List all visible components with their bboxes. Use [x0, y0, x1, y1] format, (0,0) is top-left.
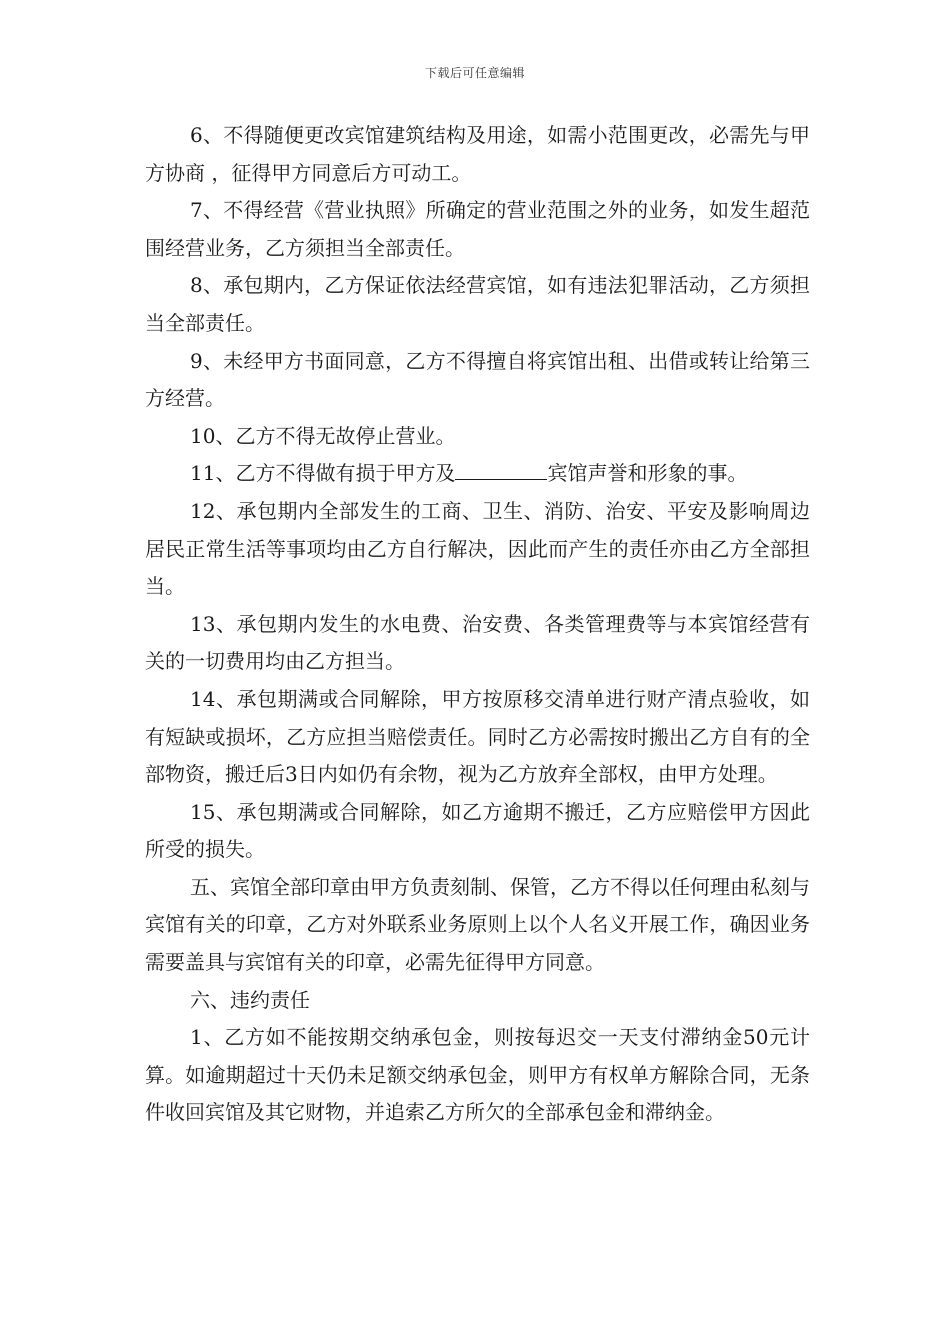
- clause-7: 7、不得经营《营业执照》所确定的营业范围之外的业务，如发生超范围经营业务，乙方须担当全部责任。: [145, 198, 810, 260]
- section-6-heading: 六、违约责任: [190, 987, 310, 1012]
- clause-10: 10、乙方不得无故停止营业。: [190, 423, 456, 448]
- clause-11-before: 11、乙方不得做有损于甲方及: [190, 461, 456, 486]
- clause-14: 14、承包期满或合同解除，甲方按原移交清单进行财产清点验收，如有短缺或损坏，乙方应担当赔偿责任。同时乙方必需按时搬出乙方自有的全部物资，搬迁后3日内如仍有余物，视为乙方放弃全部权，由甲方处理。: [145, 686, 810, 787]
- clause-12: 12、承包期内全部发生的工商、卫生、消防、治安、平安及影响周边居民正常生活等事项均由乙方自行解决，因此而产生的责任亦由乙方全部担当。: [145, 498, 810, 599]
- page-header-note: 下载后可任意编辑: [424, 66, 525, 80]
- breach-clause-1: 1、乙方如不能按期交纳承包金，则按每迟交一天支付滞纳金50元计算。如逾期超过十天仍未足额交纳承包金，则甲方有权单方解除合同，无条件收回宾馆及其它财物，并追索乙方所欠的全部承包金和滞纳金。: [145, 1025, 810, 1125]
- clause-9: 9、未经甲方书面同意，乙方不得擅自将宾馆出租、出借或转让给第三方经营。: [145, 348, 810, 411]
- clause-11-after: 宾馆声誉和形象的事。: [547, 461, 748, 486]
- clause-8: 8、承包期内，乙方保证依法经营宾馆，如有违法犯罪活动，乙方须担当全部责任。: [145, 273, 810, 335]
- clause-11: [145, 455, 810, 493]
- section-5-seals: 五、宾馆全部印章由甲方负责刻制、保管，乙方不得以任何理由私刻与宾馆有关的印章，乙方对外联系业务原则上以个人名义开展工作，确因业务需要盖具与宾馆有关的印章，必需先征得甲方同意。: [145, 874, 810, 975]
- clause-13: 13、承包期内发生的水电费、治安费、各类管理费等与本宾馆经营有关的一切费用均由乙方担当。: [145, 611, 810, 674]
- fill-in-blank: [455, 459, 547, 480]
- clause-6: 6、不得随便更改宾馆建筑结构及用途，如需小范围更改，必需先与甲方协商 ，征得甲方同意后方可动工。: [145, 123, 810, 185]
- document-body: [145, 117, 810, 1132]
- clause-15: 15、承包期满或合同解除，如乙方逾期不搬迁，乙方应赔偿甲方因此所受的损失。: [145, 799, 810, 862]
